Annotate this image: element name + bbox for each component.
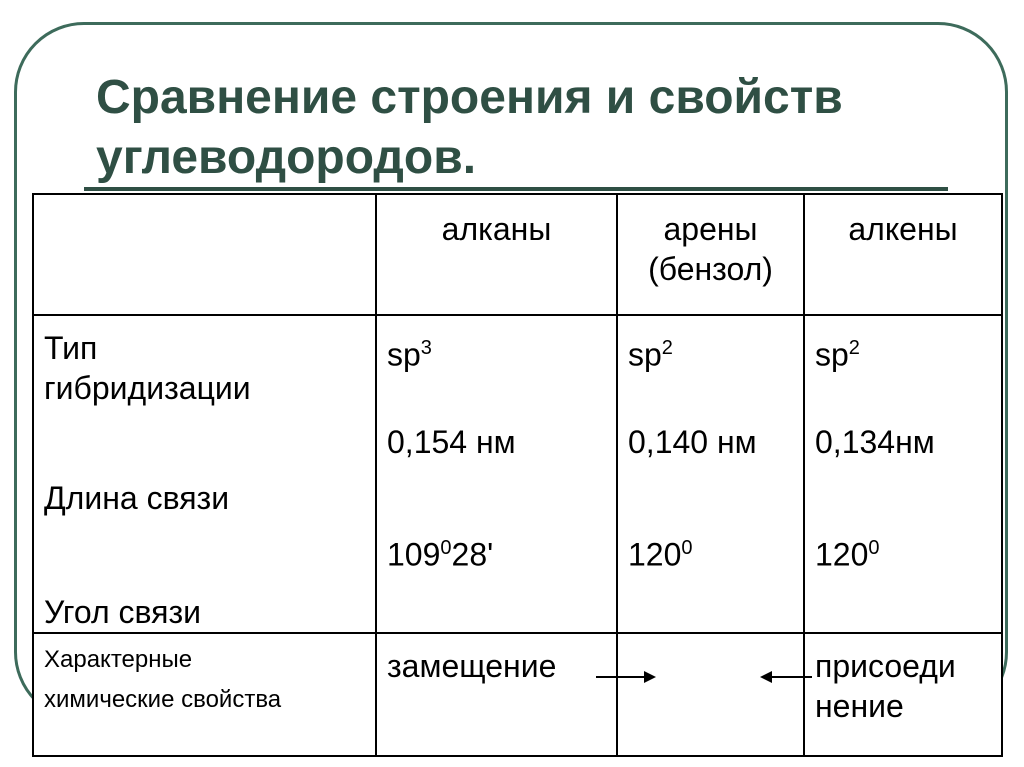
header-empty-cell bbox=[33, 194, 376, 315]
alkenes-hyb-base: sp bbox=[815, 336, 849, 373]
alkanes-values bbox=[376, 315, 617, 633]
properties-label-cell bbox=[33, 315, 376, 633]
properties-row bbox=[33, 315, 1002, 633]
bond-length-label: Длина связи bbox=[44, 480, 230, 516]
alkanes-hybridization bbox=[387, 328, 432, 375]
alkenes-angle-base: 120 bbox=[815, 536, 869, 573]
arenes-hyb-base: sp bbox=[628, 336, 662, 373]
alkanes-bond-length: 0,154 нм bbox=[387, 424, 516, 460]
alkenes-angle-sup: 0 bbox=[868, 537, 880, 559]
alkanes-hyb-sup: 3 bbox=[420, 337, 432, 359]
header-row bbox=[33, 194, 1002, 315]
header-alkanes-text: алканы bbox=[441, 211, 552, 247]
alkanes-angle-base: 109 bbox=[387, 536, 441, 573]
alkenes-hyb-sup: 2 bbox=[848, 337, 860, 359]
header-arenes-line1: арены bbox=[663, 211, 758, 247]
title-line-2: углеводородов. bbox=[96, 131, 477, 184]
arenes-hybridization bbox=[628, 328, 673, 375]
right-arrow-icon bbox=[644, 671, 656, 683]
alkenes-chem-line1: присоеди bbox=[815, 648, 956, 684]
arenes-hyb-sup: 2 bbox=[661, 337, 673, 359]
title-underline bbox=[84, 187, 948, 191]
alkenes-bond-angle bbox=[815, 528, 880, 575]
chem-label-cell bbox=[33, 633, 376, 756]
arenes-angle-base: 120 bbox=[628, 536, 682, 573]
left-arrow-icon bbox=[760, 671, 772, 683]
hybrid-label bbox=[44, 316, 375, 408]
arenes-bond-length: 0,140 нм bbox=[628, 424, 757, 460]
alkenes-values bbox=[804, 315, 1002, 633]
alkenes-bond-length: 0,134нм bbox=[815, 424, 935, 460]
arenes-bond-angle bbox=[628, 528, 693, 575]
header-arenes-line2: (бензол) bbox=[648, 251, 773, 287]
alkanes-angle-sup: 0 bbox=[440, 537, 452, 559]
header-alkenes-text: алкены bbox=[848, 211, 958, 247]
header-alkanes bbox=[376, 194, 617, 315]
arenes-angle-sup: 0 bbox=[681, 537, 693, 559]
chem-label-line1: Характерные bbox=[44, 646, 193, 673]
slide-title bbox=[96, 68, 843, 188]
alkenes-chem-line2: нение bbox=[815, 688, 904, 724]
arenes-values bbox=[617, 315, 804, 633]
header-alkenes bbox=[804, 194, 1002, 315]
alkanes-angle-rest: 28' bbox=[451, 536, 494, 573]
alkenes-chem-cell bbox=[804, 633, 1002, 756]
alkanes-chem-text: замещение bbox=[387, 648, 557, 684]
alkanes-bond-angle bbox=[387, 528, 493, 575]
hybrid-label-line1: Тип bbox=[44, 330, 98, 366]
left-arrow-shaft bbox=[772, 676, 812, 678]
alkanes-hyb-base: sp bbox=[387, 336, 421, 373]
hybrid-label-line2: гибридизации bbox=[44, 370, 251, 406]
right-arrow-shaft bbox=[596, 676, 644, 678]
chemical-properties-row bbox=[33, 633, 1002, 756]
chem-label-line2: химические свойства bbox=[44, 686, 282, 713]
comparison-table bbox=[32, 193, 1003, 757]
alkanes-chem-cell bbox=[376, 633, 617, 756]
header-arenes bbox=[617, 194, 804, 315]
title-line-1: Сравнение строения и свойств bbox=[96, 71, 843, 124]
arenes-chem-cell bbox=[617, 633, 804, 756]
bond-angle-label: Угол связи bbox=[44, 594, 202, 630]
alkenes-hybridization bbox=[815, 328, 860, 375]
